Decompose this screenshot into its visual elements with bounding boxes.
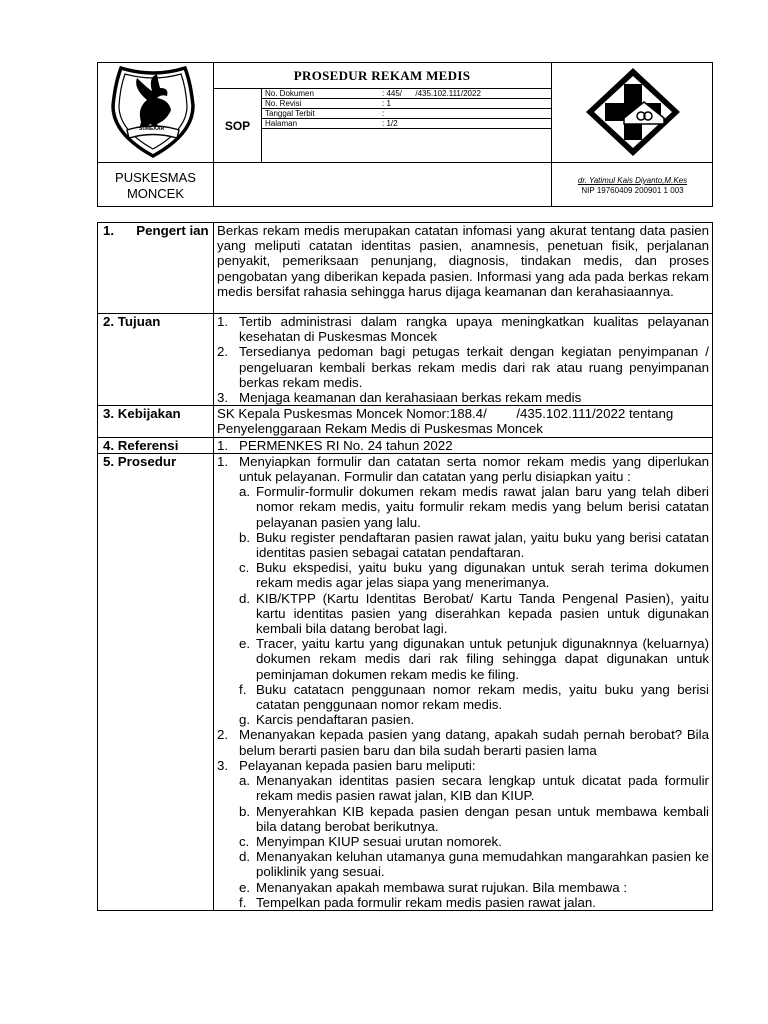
- row-label: 3. Kebijakan: [98, 406, 214, 437]
- header-divider-bottom: [97, 162, 713, 163]
- sub-text: Menyimpan KIUP sesuai urutan nomorek.: [256, 833, 502, 849]
- meta-row-halaman: [262, 119, 551, 129]
- sub-item: [239, 682, 709, 712]
- item-number: 1.: [217, 314, 229, 329]
- sub-item: [239, 773, 709, 803]
- sub-letter: a.: [239, 484, 251, 500]
- org-line-1: PUSKESMAS: [115, 170, 196, 185]
- meta-label: Halaman: [265, 119, 298, 128]
- item-text: Tertib administrasi dalam rangka upaya meningkatkan kualitas pelayanan kesehatan di Puskesmas Moncek: [239, 314, 709, 345]
- document-title: PROSEDUR REKAM MEDIS: [293, 68, 471, 83]
- list-item: [217, 727, 709, 757]
- item-text: Tersedianya pedoman bagi petugas terkait dengan kegiatan penyimpanan / pengeluaran kembali berkas rekam medis dari rak atau ruang penyimpanan berkas rekam medis.: [239, 344, 709, 390]
- row-prosedur: [98, 453, 713, 910]
- row-label: 5. Prosedur: [98, 453, 214, 910]
- sub-item: [239, 636, 709, 682]
- list-item: [217, 314, 709, 344]
- sub-letter: b.: [239, 803, 251, 819]
- list-item: [217, 390, 709, 405]
- item-text: Menyiapkan formulir dan catatan serta nomor rekam medis yang diperlukan untuk pelayanan. Formulir dan catatan yang perlu disiapkan yaitu :: [239, 453, 709, 485]
- sub-letter: d.: [239, 849, 251, 865]
- meta-value: : 1/2: [382, 119, 398, 128]
- sub-letter: f.: [239, 681, 247, 697]
- list-item: [217, 758, 709, 773]
- row-label: 1. Pengert ian: [98, 223, 214, 314]
- sub-text: Buku ekspedisi, yaitu buku yang digunakan untuk serah terima dokumen rekam medis agar jelas siapa yang menerimanya.: [256, 560, 709, 591]
- list-item: [217, 344, 709, 390]
- sub-letter: c.: [239, 833, 250, 849]
- item-text: Menanyakan kepada pasien yang datang, apakah sudah pernah berobat? Bila belum berarti pasien baru dan bila sudah berarti pasien lama: [239, 727, 709, 758]
- sub-item: [239, 484, 709, 530]
- sub-letter: f.: [239, 894, 247, 910]
- emblem-ribbon-text: SUMEKAR: [139, 126, 165, 132]
- sub-letter: b.: [239, 529, 251, 545]
- meta-value: :: [382, 109, 385, 118]
- meta-label: No. Dokumen: [265, 89, 314, 98]
- prosedur-list: [214, 453, 713, 910]
- sub-text: Tempelkan pada formulir rekam medis pasien rawat jalan.: [256, 894, 596, 910]
- sub-item: [239, 849, 709, 879]
- row-pengertian: [98, 223, 713, 314]
- row-kebijakan: [98, 406, 713, 437]
- sop-content-table: [97, 222, 713, 911]
- meta-value: : 445/ /435.102.111/2022: [382, 89, 481, 98]
- sub-item: [239, 560, 709, 590]
- list-item: [217, 438, 709, 453]
- sub-text: Formulir-formulir dokumen rekam medis rawat jalan baru yang telah diberi nomor rekam medis, yaitu formulir rekam medis yang belum berisi catatan pelayanan pasien yang lalu.: [256, 484, 709, 530]
- organization-name: [98, 170, 213, 202]
- sub-text: Menanyakan apakah membawa surat rujukan. Bila membawa :: [256, 879, 628, 895]
- row-referensi: [98, 437, 713, 453]
- referensi-list: [214, 437, 713, 453]
- sub-letter: c.: [239, 560, 250, 576]
- meta-value: : 1: [382, 99, 391, 108]
- signer-nip: NIP 19760409 200901 1 003: [581, 186, 684, 195]
- sub-item: [239, 895, 709, 910]
- meta-label: No. Revisi: [265, 99, 302, 108]
- signer-block: [552, 176, 713, 196]
- meta-table: [262, 89, 551, 129]
- meta-row-tanggal: [262, 109, 551, 119]
- sub-letter: e.: [239, 636, 251, 652]
- item-text: PERMENKES RI No. 24 tahun 2022: [239, 437, 453, 453]
- item-number: 3.: [217, 390, 229, 406]
- meta-row-revisi: [262, 99, 551, 109]
- sub-item: [239, 880, 709, 895]
- meta-label: Tanggal Terbit: [265, 109, 315, 118]
- sub-letter: a.: [239, 773, 251, 789]
- row-tujuan: [98, 314, 713, 406]
- item-number: 2.: [217, 727, 229, 743]
- puskesmas-cross-logo: [584, 66, 682, 158]
- list-item: [217, 454, 709, 484]
- sub-letter: g.: [239, 712, 251, 728]
- sop-label: SOP: [224, 119, 251, 133]
- signer-name: dr. Yatimul Kais Diyanto,M.Kes: [577, 176, 688, 185]
- sub-text: Menanyakan keluhan utamanya guna memudahkan mangarahkan pasien ke poliklinik yang sesuai.: [256, 849, 709, 880]
- sub-text: Buku catatacn penggunaan nomor rekam medis, yaitu buku yang berisi catatan penggunaan nomor rekam medis.: [256, 681, 709, 713]
- item-number: 3.: [217, 757, 229, 773]
- sub-text: Tracer, yaitu kartu yang digunakan untuk petunjuk digunaknnya (keluarnya) dokumen rekam medis dari rak filing sehingga dapat digunakan untuk peminjaman dokumen rekam medis ke filing.: [256, 636, 709, 682]
- sub-letter: d.: [239, 590, 251, 606]
- sub-item: [239, 712, 709, 727]
- tujuan-list: [214, 314, 713, 406]
- pengertian-text: Berkas rekam medis merupakan catatan infomasi yang akurat tentang data pasien yang meliputi catatan identitas pasien, anamnesis, penetuan fisik, perjalanan penyakit, pemeriksaan penunjang, diagnosis, tindakan medis, dan proses pengobatan yang diberikan kepada pasien. Informasi yang ada pada berkas rekam medis bersifat rahasia sehingga harus dijaga keamanan dan kerahasiaannya.: [214, 223, 713, 314]
- sub-item: [239, 834, 709, 849]
- kebijakan-text: SK Kepala Puskesmas Moncek Nomor:188.4/ /435.102.111/2022 tentang Penyelenggaraan Rekam Medis di Puskesmas Moncek: [214, 406, 713, 437]
- row-label: 2. Tujuan: [98, 314, 214, 406]
- sub-text: Buku register pendaftaran pasien rawat jalan, yaitu buku yang berisi catatan identitas pasien sebagai catatan pendaftaran.: [256, 529, 709, 561]
- sub-text: Menanyakan identitas pasien secara lengkap untuk dicatat pada formulir rekam medis pasien rawat jalan, KIB dan KIUP.: [256, 773, 709, 804]
- sub-text: Karcis pendaftaran pasien.: [256, 712, 415, 728]
- sub-item: [239, 804, 709, 834]
- item-text: Menjaga keamanan dan kerahasiaan berkas rekam medis: [239, 390, 582, 406]
- sub-item: [239, 591, 709, 637]
- meta-row-dokumen: [262, 89, 551, 99]
- item-number: 2.: [217, 344, 229, 360]
- item-number: 1.: [217, 453, 229, 469]
- item-number: 1.: [217, 437, 229, 453]
- sub-text: Menyerahkan KIB kepada pasien dengan pesan untuk membawa kembali bila datang berobat berikutnya.: [256, 803, 709, 834]
- sub-letter: e.: [239, 879, 251, 895]
- item-text: Pelayanan kepada pasien baru meliputi:: [239, 757, 476, 773]
- sumenep-emblem-logo: [103, 64, 203, 160]
- org-line-2: MONCEK: [126, 186, 185, 201]
- row-label: 4. Referensi: [98, 437, 214, 453]
- sub-text: KIB/KTPP (Kartu Identitas Berobat/ Kartu Tanda Pengenal Pasien), yaitu kartu identitas pasien yang diserahkan kepada pasien untuk digunakan kembali bila datang berobat lagi.: [256, 590, 709, 637]
- sub-item: [239, 530, 709, 560]
